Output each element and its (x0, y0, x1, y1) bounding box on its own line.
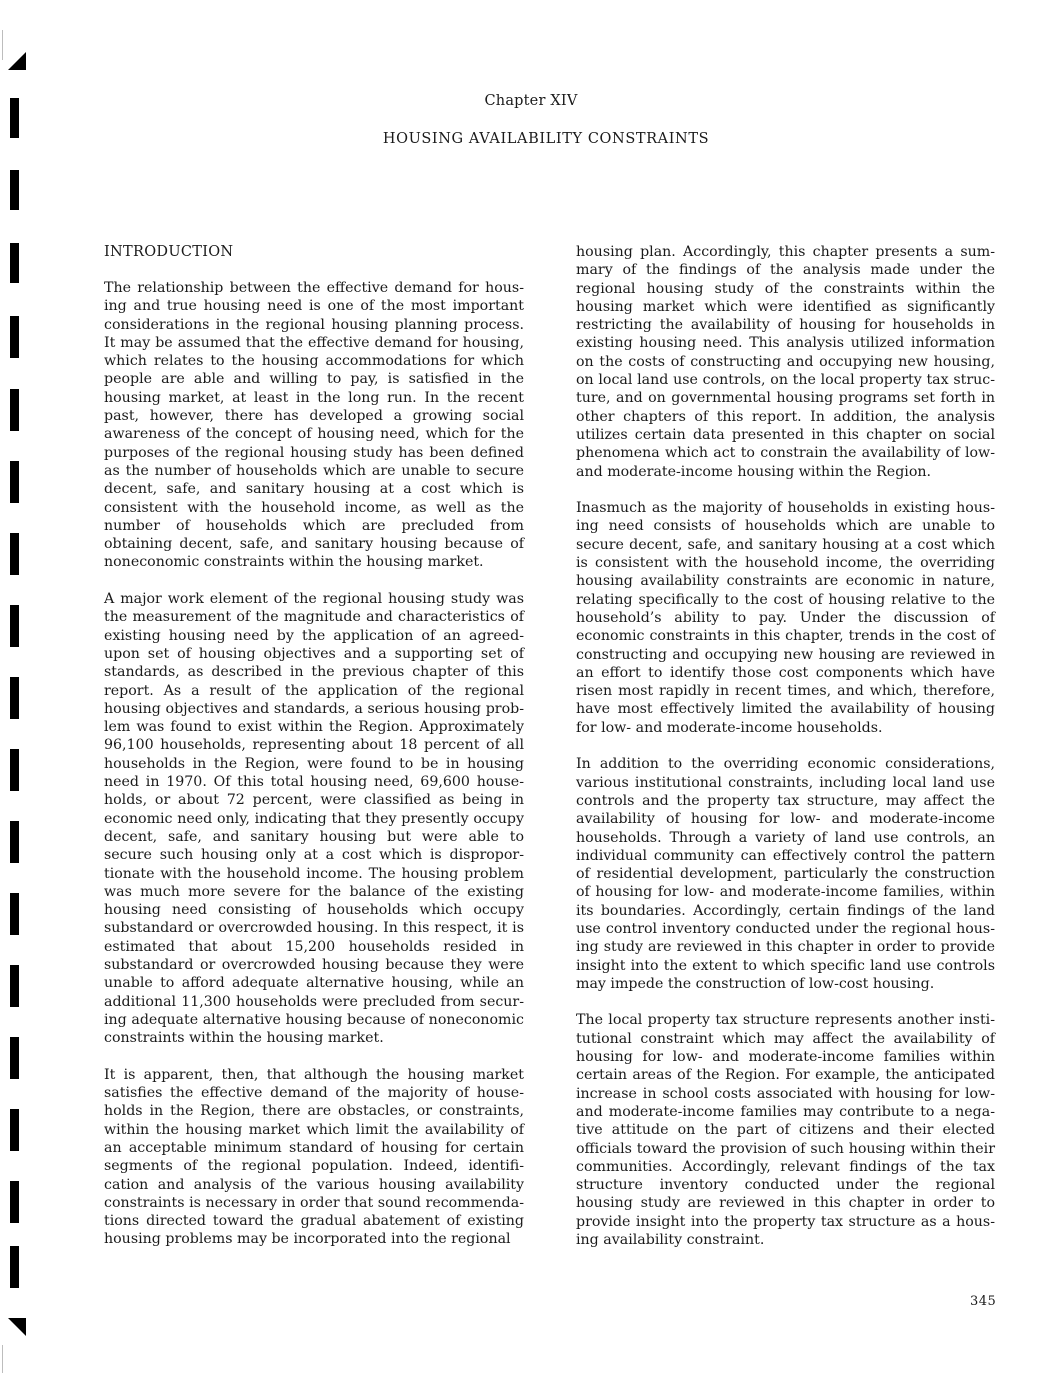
binding-mark (10, 1181, 19, 1223)
binding-mark (10, 1246, 19, 1288)
binding-mark (10, 533, 19, 575)
binding-mark (10, 170, 19, 210)
binding-mark (10, 677, 19, 719)
binding-mark (10, 243, 19, 283)
binding-mark (10, 893, 19, 935)
right-column (576, 243, 995, 1268)
paragraph: It is apparent, then, that although the housing market satisfies the effective demand of the majority of households in the Region, there are obstacles, or constraints, within the housing market which limit the availability of an acceptable minimum standard of housing for certain segments of the regional population. Indeed, identification and analysis of the various housing availability constraints is necessary in order that sound recommendations directed toward the gradual abatement of existing housing problems may be incorporated into the regional (104, 1066, 524, 1248)
paragraph: A major work element of the regional housing study was the measurement of the magnitude and characteristics of existing housing need by the application of an agreed-upon set of housing objectives and a supporting set of standards, as described in the previous chapter of this report. As a result of the application of the regional housing objectives and standards, a serious housing problem was found to exist within the Region. Approximately 96,100 households, representing about 18 percent of all households in the Region, were found to be in housing need in 1970. Of this total housing need, 69,600 households, or about 72 percent, were classified as being in economic need only, indicating that they presently occupy decent, safe, and sanitary housing but were able to secure such housing only at a cost which is disproportionate with the household income. The housing problem was much more severe for the balance of the existing housing need consisting of households which occupy substandard or overcrowded housing. In this respect, it is estimated that about 15,200 households resided in substandard or overcrowded housing because they were unable to afford adequate alternative housing, while an additional 11,300 households were precluded from securing adequate alternative housing because of noneconomic constraints within the housing market. (104, 591, 524, 1047)
section-heading: INTRODUCTION (104, 244, 234, 260)
page-number: 345 (970, 1294, 997, 1309)
chapter-number: Chapter XIV (484, 93, 578, 109)
binding-mark (10, 605, 19, 647)
binding-corner-mark-top (8, 52, 26, 70)
scan-edge-line (2, 30, 3, 60)
binding-corner-mark-bottom (8, 1318, 26, 1336)
binding-mark (10, 1037, 19, 1079)
binding-mark (10, 965, 19, 1007)
paragraph: Inasmuch as the majority of households in existing housing need consists of households which are unable to secure decent, safe, and sanitary housing at a cost which is consistent with the household income, the overriding housing availability constraints are economic in nature, relating specifically to the cost of housing relative to the household’s ability to pay. Under the discussion of economic constraints in this chapter, trends in the cost of constructing and occupying new housing are reviewed in an effort to identify those cost components which have risen most rapidly in recent times, and which, therefore, have most effectively limited the availability of housing for low- and moderate-income households. (576, 500, 995, 736)
paragraph: The relationship between the effective demand for housing and true housing need is one of the most important considerations in the regional housing planning process. It may be assumed that the effective demand for housing, which relates to the housing accommodations for which people are able and willing to pay, is satisfied in the housing market, at least in the long run. In the recent past, however, there has developed a growing social awareness of the concept of housing need, which for the purposes of the regional housing study has been defined as the number of households which are unable to secure decent, safe, and sanitary housing at a cost which is consistent with the household income, as well as the number of households which are precluded from obtaining decent, safe, and sanitary housing because of noneconomic constraints within the housing market. (104, 280, 524, 571)
paragraph: The local property tax structure represents another institutional constraint which may affect the availability of housing for low- and moderate-income families within certain areas of the Region. For example, the anticipated increase in school costs associated with housing for low-and moderate-income families may contribute to a negative attitude on the part of citizens and their elected officials toward the provision of such housing within their communities. Accordingly, relevant findings of the tax structure inventory conducted under the regional housing study are reviewed in this chapter in order to provide insight into the property tax structure as a housing availability constraint. (576, 1012, 995, 1249)
binding-mark (10, 821, 19, 863)
paragraph: In addition to the overriding economic considerations, various institutional constraints, including local land use controls and the property tax structure, may affect the availability of housing for low- and moderate-income households. Through a variety of land use controls, an individual community can effectively control the pattern of residential development, particularly the construction of housing for low- and moderate-income families, within its boundaries. Accordingly, certain findings of the land use control inventory conducted under the regional housing study are reviewed in this chapter in order to provide insight into the extent to which specific land use controls may impede the construction of low-cost housing. (576, 756, 995, 992)
binding-mark (10, 389, 19, 431)
left-column (104, 243, 524, 1267)
scan-edge-line (2, 1345, 3, 1373)
binding-mark (10, 461, 19, 503)
binding-mark (10, 749, 19, 791)
paragraph: housing plan. Accordingly, this chapter presents a summary of the findings of the analysis made under the regional housing study of the constraints within the housing market which were identified as significantly restricting the availability of housing for households in existing housing need. This analysis utilized information on the costs of constructing and occupying new housing, on local land use controls, on the local property tax structure, and on governmental housing programs set forth in other chapters of this report. In addition, the analysis utilizes certain data presented in this chapter on social phenomena which act to constrain the availability of low- and moderate-income housing within the Region. (576, 244, 995, 480)
chapter-title: HOUSING AVAILABILITY CONSTRAINTS (382, 131, 710, 147)
binding-mark (10, 1109, 19, 1151)
binding-mark (10, 316, 19, 358)
